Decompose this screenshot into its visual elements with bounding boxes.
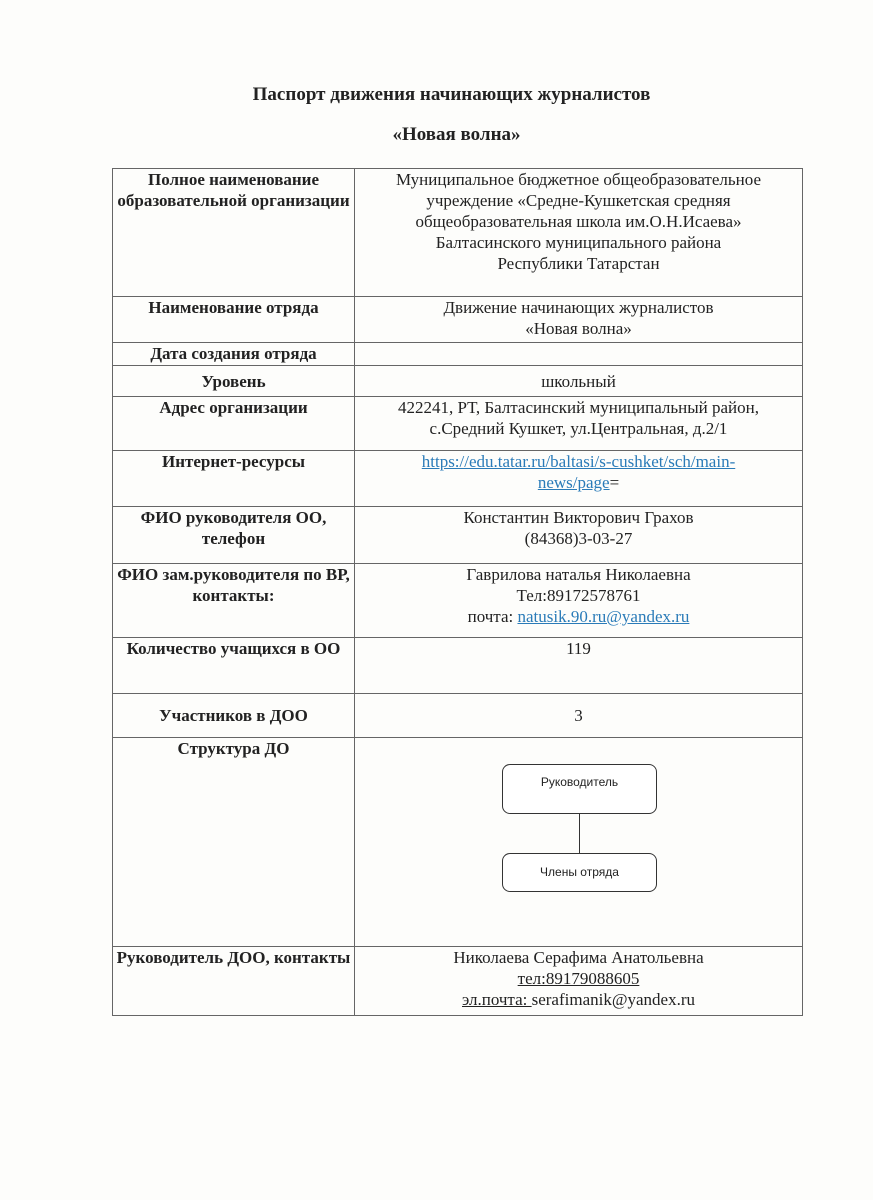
value-line: с.Средний Кушкет, ул.Центральная, д.2/1 bbox=[429, 419, 728, 438]
row-label: Полное наименование образовательной организации bbox=[113, 169, 355, 297]
row-label: Адрес организации bbox=[113, 397, 355, 451]
table-row bbox=[113, 451, 803, 507]
document-subtitle: «Новая волна» bbox=[392, 124, 521, 145]
table-row bbox=[113, 694, 803, 738]
link-suffix: = bbox=[609, 473, 620, 492]
value-line: 422241, РТ, Балтасинский муниципальный район, bbox=[398, 398, 759, 417]
table-row bbox=[113, 638, 803, 694]
diagram-node-members: Члены отряда bbox=[502, 853, 657, 892]
value-line: учреждение «Средне-Кушкетская средняя bbox=[426, 191, 731, 210]
table-row bbox=[113, 297, 803, 343]
table-row bbox=[113, 343, 803, 366]
table-row bbox=[113, 738, 803, 947]
diagram-connector bbox=[579, 814, 580, 853]
value-line: (84368)3-03-27 bbox=[524, 529, 633, 548]
row-value: школьный bbox=[355, 366, 803, 397]
row-value bbox=[355, 507, 803, 564]
passport-table bbox=[112, 168, 803, 1016]
row-label: Участников в ДОО bbox=[113, 694, 355, 738]
email-label: эл.почта: bbox=[462, 990, 532, 1009]
structure-diagram-cell bbox=[355, 738, 803, 947]
row-label: ФИО руководителя ОО, телефон bbox=[113, 507, 355, 564]
row-value bbox=[355, 947, 803, 1016]
row-label: ФИО зам.руководителя по ВР, контакты: bbox=[113, 564, 355, 638]
value-line: Константин Викторович Грахов bbox=[463, 508, 694, 527]
table-row bbox=[113, 169, 803, 297]
row-label: Дата создания отряда bbox=[113, 343, 355, 366]
row-label: Количество учащихся в ОО bbox=[113, 638, 355, 694]
row-value: 3 bbox=[355, 694, 803, 738]
website-link-cont[interactable]: news/page bbox=[537, 473, 610, 492]
row-value bbox=[355, 397, 803, 451]
value-line: Гаврилова наталья Николаевна bbox=[466, 565, 691, 584]
row-value bbox=[355, 451, 803, 507]
row-label: Структура ДО bbox=[113, 738, 355, 947]
value-line: общеобразовательная школа им.О.Н.Исаева» bbox=[415, 212, 742, 231]
email-link[interactable]: natusik.90.ru@yandex.ru bbox=[517, 607, 690, 626]
row-value bbox=[355, 297, 803, 343]
table-row bbox=[113, 397, 803, 451]
table-row bbox=[113, 947, 803, 1016]
row-label: Наименование отряда bbox=[113, 297, 355, 343]
email-label: почта: bbox=[467, 607, 518, 626]
structure-diagram bbox=[358, 738, 799, 938]
email-text: serafimanik@yandex.ru bbox=[531, 990, 695, 1009]
website-link[interactable]: https://edu.tatar.ru/baltasi/s-cushket/sch/main- bbox=[421, 452, 736, 471]
value-line: Николаева Серафима Анатольевна bbox=[453, 948, 704, 967]
diagram-node-leader: Руководитель bbox=[502, 764, 657, 814]
value-line: Республики Татарстан bbox=[497, 254, 660, 273]
value-line: Движение начинающих журналистов bbox=[443, 298, 714, 317]
row-label: Руководитель ДОО, контакты bbox=[113, 947, 355, 1016]
value-line: тел:89179088605 bbox=[517, 969, 640, 988]
table-row bbox=[113, 507, 803, 564]
value-line: «Новая волна» bbox=[525, 319, 632, 338]
table-row bbox=[113, 366, 803, 397]
value-line: Балтасинского муниципального района bbox=[435, 233, 722, 252]
table-row bbox=[113, 564, 803, 638]
row-value: 119 bbox=[355, 638, 803, 694]
row-label: Уровень bbox=[113, 366, 355, 397]
value-line: Муниципальное бюджетное общеобразовательное bbox=[395, 170, 761, 189]
row-value bbox=[355, 169, 803, 297]
row-value bbox=[355, 564, 803, 638]
row-value-empty bbox=[355, 343, 803, 366]
row-label: Интернет-ресурсы bbox=[113, 451, 355, 507]
document-title: Паспорт движения начинающих журналистов bbox=[252, 84, 651, 105]
value-line: Тел:89172578761 bbox=[516, 586, 641, 605]
